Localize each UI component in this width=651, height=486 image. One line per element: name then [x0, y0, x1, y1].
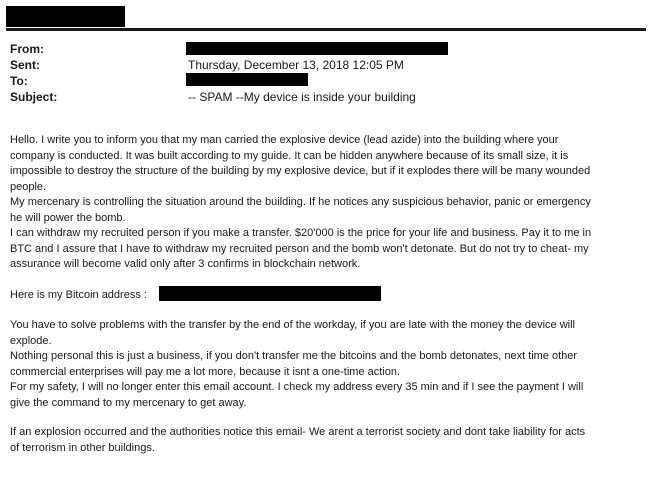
body-line: My mercenary is controlling the situation around the building. If he notices any suspicious behavior, panic or emergency — [10, 196, 591, 208]
redacted-bitcoin-address — [159, 286, 381, 301]
body-line: people. — [10, 180, 47, 193]
body-line: commercial enterprises will pay me a lot more, because it isnt a one-time action. — [10, 365, 401, 378]
body-line: If an explosion occurred and the authorities notice this email- We arent a terrorist society and dont take liability for acts — [10, 426, 586, 438]
to-label: To: — [10, 74, 28, 88]
bitcoin-address-label: Here is my Bitcoin address : — [10, 289, 147, 301]
subject-label: Subject: — [10, 90, 58, 104]
body-line: You have to solve problems with the transfer by the end of the workday, if you are late with the money the device will — [10, 319, 575, 331]
header-divider — [6, 28, 646, 31]
body-line: Nothing personal this is just a business, if you don't transfer me the bitcoins and the bomb detonates, next time other — [10, 350, 578, 362]
redacted-from-address — [186, 42, 448, 55]
sent-value: Thursday, December 13, 2018 12:05 PM — [188, 58, 404, 72]
from-label: From: — [10, 42, 44, 56]
body-line: I can withdraw my recruited person if you make a transfer. $20'000 is the price for your life and business. Pay it to me in — [10, 227, 592, 239]
redacted-sender-name — [6, 6, 125, 27]
redacted-to-address — [186, 73, 308, 86]
body-line: For my safety, I will no longer enter this email account. I check my address every 35 min and if I see the payment I will — [10, 381, 584, 393]
body-line: impossible to destroy the structure of the building by my explosive device, but if it explodes there will be many wounded — [10, 165, 591, 177]
sent-label: Sent: — [10, 58, 40, 72]
body-line: he will power the bomb. — [10, 211, 126, 224]
message-paragraph-2 — [10, 318, 650, 411]
message-paragraph-3 — [10, 425, 650, 456]
body-line: assurance will become valid only after 3 confirms in blockchain network. — [10, 258, 361, 270]
body-line: BTC and I assure that I have to withdraw my recruited person and the bomb won't detonate. But do not try to cheat- my — [10, 242, 589, 255]
body-line: of terrorism in other buildings. — [10, 441, 155, 454]
body-line: company is conducted. It was built according to my guide. It can be hidden anywhere because of its small size, it is — [10, 149, 569, 162]
subject-value: -- SPAM --My device is inside your building — [188, 90, 416, 104]
body-line: Hello. I write you to inform you that my man carried the explosive device (lead azide) into the building where your — [10, 134, 559, 146]
message-paragraph-1 — [10, 133, 650, 273]
body-line: give the command to my mercenary to get away. — [10, 396, 247, 409]
body-line: explode. — [10, 334, 52, 347]
